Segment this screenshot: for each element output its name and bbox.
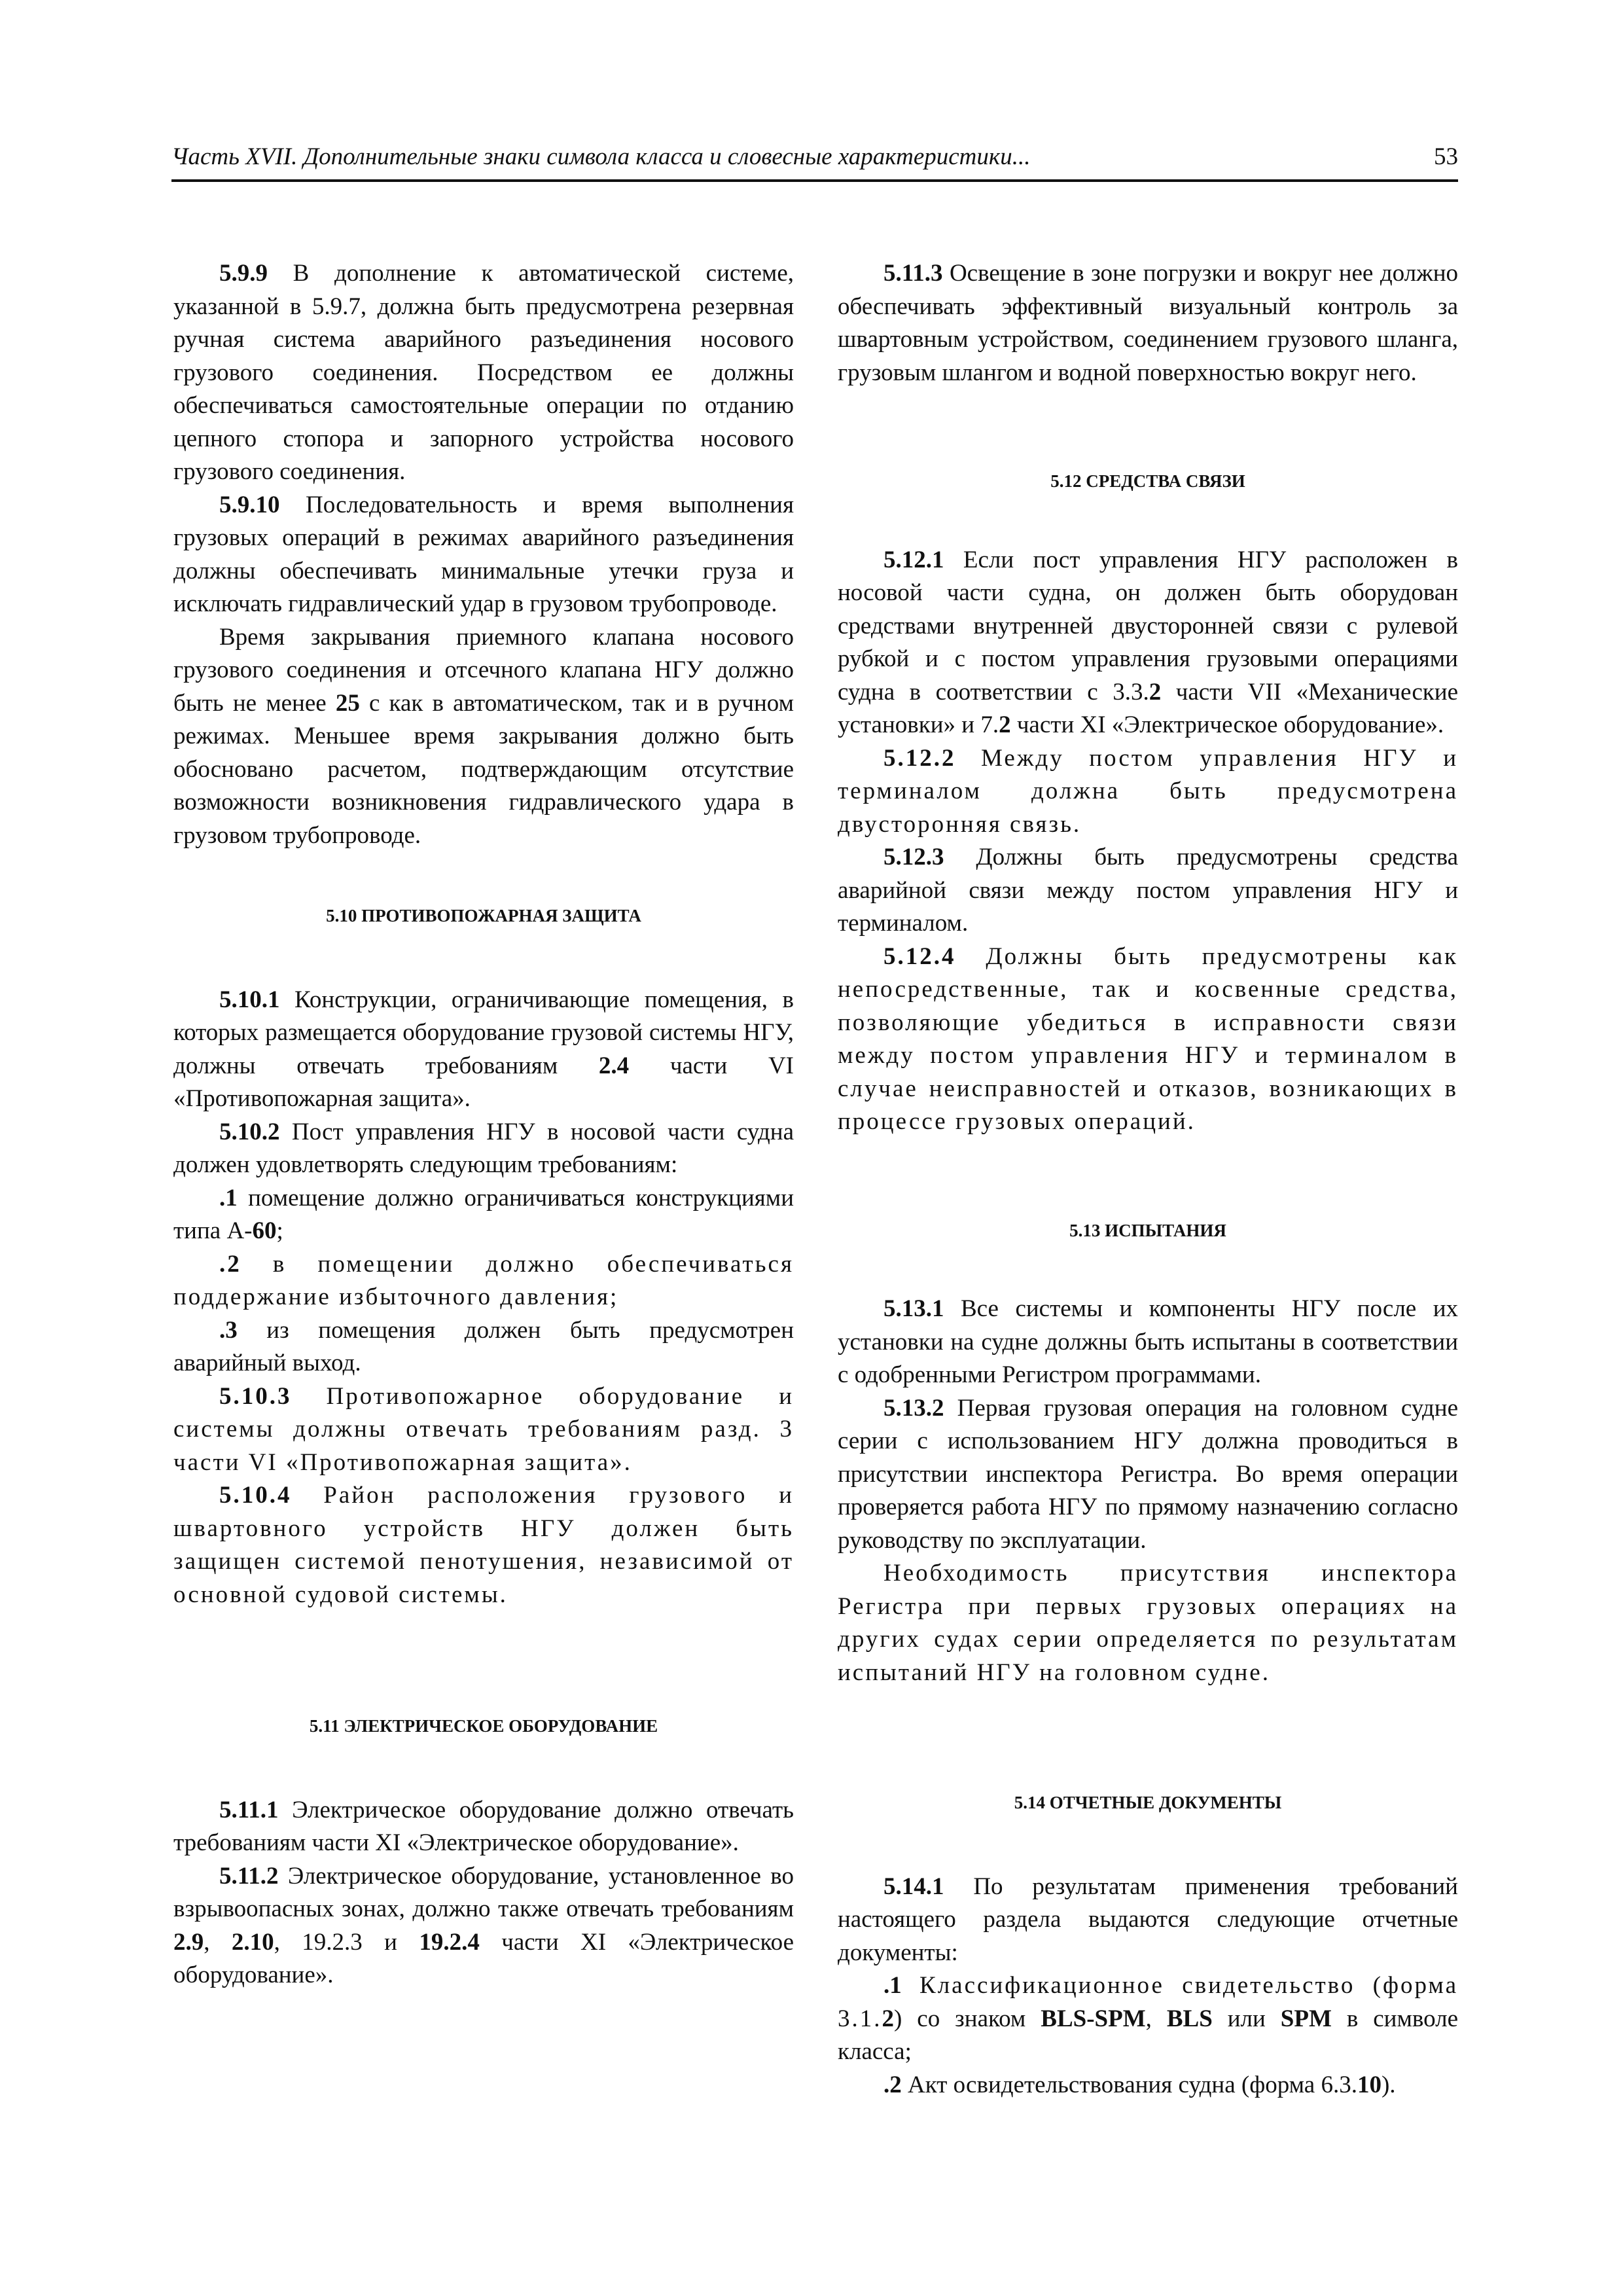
paragraph-text: Электрическое оборудование должно отвечать требованиям части XI «Электрическое оборудование».: [173, 1796, 794, 1856]
paragraph-text: с как в автоматическом, так и в ручном режимах. Меньшее время закрывания должно быть обосновано расчетом, подтверждающим отсутствие возможности возникновения гидравлического удара в грузовом трубопроводе.: [173, 689, 794, 849]
left-column: [173, 257, 794, 1992]
list-item-3: [173, 1314, 794, 1380]
clause-number: 5.13.2: [883, 1394, 944, 1422]
clause-number: 5.14.1: [883, 1873, 944, 1900]
bold-reference: 2.9: [173, 1928, 204, 1956]
paragraph-text: ,: [1145, 2005, 1167, 2032]
paragraph-text: ;: [276, 1217, 283, 1244]
list-item-2: [173, 1248, 794, 1314]
paragraph-text: , 19.2.3 и: [274, 1928, 419, 1956]
paragraph-text: помещение должно ограничиваться конструкциями типа А-: [173, 1184, 794, 1244]
section-heading-5-13: 5.13 ИСПЫТАНИЯ: [1069, 1220, 1226, 1240]
paragraph-5-11-2: [173, 1860, 794, 1992]
paragraph-5-10-1: [173, 984, 794, 1116]
section-heading-5-10: 5.10 ПРОТИВОПОЖАРНАЯ ЗАЩИТА: [326, 906, 641, 925]
item-number: .1: [219, 1184, 238, 1211]
paragraph-5-13-2: [838, 1392, 1458, 1558]
paragraph-text: Противопожарное оборудование и системы должны отвечать требованиям разд. 3 части VI «Противопожарная защита».: [173, 1382, 794, 1476]
bold-reference: 2: [882, 2005, 894, 2032]
clause-number: 5.12.1: [883, 546, 944, 573]
paragraph-5-10-2: [173, 1116, 794, 1182]
bold-reference: 10: [1357, 2071, 1382, 2098]
paragraph-text: По результатам применения требований настоящего раздела выдаются следующие отчетные документы:: [838, 1873, 1458, 1966]
paragraph-text: ,: [204, 1928, 232, 1956]
paragraph-5-14-1: [838, 1871, 1458, 1970]
item-number: .3: [219, 1316, 238, 1344]
bold-reference: 2.10: [231, 1928, 274, 1956]
paragraph-5-12-3: [838, 841, 1458, 941]
paragraph-text: Первая грузовая операция на головном судне серии с использованием НГУ должна проводиться в присутствии инспектора Регистра. Во время операции проверяется работа НГУ по прямому назначению согласно руководству по эксплуатации.: [838, 1394, 1458, 1554]
section-heading-5-11: 5.11 ЭЛЕКТРИЧЕСКОЕ ОБОРУДОВАНИЕ: [309, 1716, 658, 1736]
paragraph-text: Между постом управления НГУ и терминалом должна быть предусмотрена двусторонняя связь.: [838, 744, 1458, 838]
paragraph-text: В дополнение к автоматической системе, указанной в 5.9.7, должна быть предусмотрена резервная ручная система аварийного разъединения носового грузового соединения. Посредством ее должны обеспечиваться самостоятельные операции по отданию цепного стопора и запорного устройства носового грузового соединения.: [173, 260, 794, 485]
paragraph-text: Последовательность и время выполнения грузовых операций в режимах аварийного разъединения должны обеспечивать минимальные утечки груза и исключать гидравлический удар в грузовом трубопроводе.: [173, 491, 794, 617]
clause-number: 5.10.4: [219, 1482, 292, 1509]
page-number: 53: [1434, 143, 1458, 170]
paragraph-text: Должны быть предусмотрены средства аварийной связи между постом управления НГУ и терминалом.: [838, 844, 1458, 937]
section-heading-5-14: 5.14 ОТЧЕТНЫЕ ДОКУМЕНТЫ: [1014, 1793, 1282, 1812]
paragraph-text: в символе класса;: [838, 2005, 1459, 2065]
class-notation: BLS-SPM: [1041, 2005, 1146, 2032]
paragraph-text: Электрическое оборудование, установленное во взрывоопасных зонах, должно также отвечать требованиям: [173, 1862, 794, 1922]
document-item-2: [838, 2069, 1458, 2102]
paragraph-text: Если пост управления НГУ расположен в носовой части судна, он должен быть оборудован средствами внутренней двусторонней связи с рулевой рубкой и с постом управления грузовыми операциями судна в соответствии с 3.3.: [838, 546, 1458, 706]
paragraph-text: Конструкции, ограничивающие помещения, в которых размещается оборудование грузовой системы НГУ, должны отвечать требованиям: [173, 986, 794, 1079]
clause-number: 5.10.1: [219, 986, 280, 1013]
item-number: .2: [219, 1250, 241, 1278]
item-number: .2: [883, 2071, 902, 2098]
paragraph-5-9-10: [173, 489, 794, 621]
paragraph-text: части VII «Механические установки» и 7.: [838, 678, 1459, 738]
paragraph-5-11-1: [173, 1794, 794, 1860]
paragraph-text: части VI «Противопожарная защита».: [173, 1052, 794, 1112]
paragraph-5-12-4: [838, 941, 1458, 1139]
paragraph-5-12-1: [838, 544, 1458, 742]
paragraph-text: или: [1212, 2005, 1281, 2032]
right-column: [838, 257, 1458, 2102]
bold-reference: 2: [1149, 678, 1162, 706]
paragraph-text: ) со знаком: [894, 2005, 1041, 2032]
paragraph-text: Акт освидетельствования судна (форма 6.3.: [901, 2071, 1357, 2098]
paragraph-5-13-1: [838, 1293, 1458, 1392]
clause-number: 5.10.2: [219, 1118, 280, 1145]
paragraph-5-10-3: [173, 1380, 794, 1480]
paragraph-5-9-9: [173, 257, 794, 489]
bold-reference: 2: [999, 711, 1011, 738]
class-notation: BLS: [1166, 2005, 1213, 2032]
bold-value: 60: [252, 1217, 277, 1244]
paragraph-text: Пост управления НГУ в носовой части судна должен удовлетворять следующим требованиям:: [173, 1118, 794, 1178]
paragraph-text: части XI «Электрическое оборудование».: [173, 1928, 794, 1988]
clause-number: 5.10.3: [219, 1382, 292, 1410]
paragraph-text: Освещение в зоне погрузки и вокруг нее должно обеспечивать эффективный визуальный контроль за швартовным устройством, соединением грузового шланга, грузовым шлангом и водной поверхностью вокруг него.: [838, 260, 1458, 386]
paragraph-5-12-2: [838, 742, 1458, 842]
class-notation: SPM: [1280, 2005, 1332, 2032]
clause-number: 5.11.1: [219, 1796, 279, 1823]
paragraph-text: Район расположения грузового и швартовного устройств НГУ должен быть защищен системой пенотушения, независимой от основной судовой системы.: [173, 1482, 794, 1608]
paragraph-text: Классификационное свидетельство (форма 3.1.: [838, 1972, 1458, 2032]
paragraph-closing-time: [173, 621, 794, 853]
paragraph-text: ).: [1381, 2071, 1396, 2098]
clause-number: 5.9.9: [219, 260, 268, 287]
item-number: .1: [883, 1972, 902, 1999]
bold-reference: 19.2.4: [419, 1928, 480, 1956]
paragraph-text: из помещения должен быть предусмотрен аварийный выход.: [173, 1316, 794, 1376]
clause-number: 5.12.4: [883, 942, 956, 970]
paragraph-text: части XI «Электрическое оборудование».: [1010, 711, 1444, 738]
paragraph-text: в помещении должно обеспечиваться поддержание избыточного давления;: [173, 1250, 794, 1310]
clause-number: 5.9.10: [219, 491, 280, 518]
clause-number: 5.11.3: [883, 260, 943, 287]
header-title: Часть XVII. Дополнительные знаки символа класса и словесные характеристики...: [171, 143, 1031, 170]
clause-number: 5.12.3: [883, 844, 944, 870]
running-header: [171, 143, 1458, 182]
bold-reference: 2.4: [598, 1052, 630, 1079]
document-item-1: [838, 1969, 1458, 2069]
paragraph-5-11-3: [838, 257, 1458, 389]
clause-number: 5.13.1: [883, 1295, 944, 1322]
list-item-1: [173, 1182, 794, 1248]
section-heading-5-12: 5.12 СРЕДСТВА СВЯЗИ: [1050, 471, 1245, 491]
paragraph-text: Время закрывания приемного клапана носового грузового соединения и отсечного клапана НГУ должно быть не менее: [173, 623, 794, 717]
paragraph-5-10-4: [173, 1479, 794, 1611]
bold-value: 25: [335, 689, 360, 717]
paragraph-text: Должны быть предусмотрены как непосредственные, так и косвенные средства, позволяющие убедиться в исправности связи между постом управления НГУ и терминалом в случае неисправностей и отказов, возникающих в процессе грузовых операций.: [838, 942, 1458, 1135]
paragraph-inspector-presence: Необходимость присутствия инспектора Регистра при первых грузовых операциях на других судах серии определяется по результатам испытаний НГУ на головном судне.: [838, 1560, 1458, 1686]
clause-number: 5.12.2: [883, 744, 956, 772]
clause-number: 5.11.2: [219, 1862, 279, 1890]
paragraph-text: Все системы и компоненты НГУ после их установки на судне должны быть испытаны в соответствии с одобренными Регистром программами.: [838, 1295, 1458, 1388]
